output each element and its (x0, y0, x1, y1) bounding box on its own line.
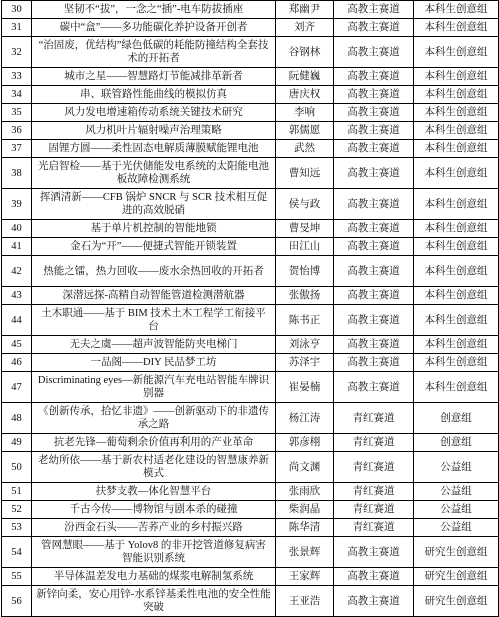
table-row (2, 1, 499, 19)
row-number-cell: 49 (2, 434, 32, 452)
track-cell: 高教主赛道 (334, 122, 414, 140)
leader-name-cell: 王家辉 (276, 568, 334, 586)
project-title-cell: 风力机叶片辐射噪声治理策略 (32, 122, 276, 140)
row-number-cell: 45 (2, 336, 32, 354)
track-cell: 青红赛道 (334, 452, 414, 483)
project-title-cell: 碳中“盒”——多功能碳化养护设备开创者 (32, 19, 276, 37)
table-row (2, 452, 499, 483)
track-cell: 高教主赛道 (334, 568, 414, 586)
project-title-cell: “治固废，优结构”绿色低碳的耗能防撞结构全套技术的开拓者 (32, 37, 276, 68)
leader-name-cell: 李响 (276, 104, 334, 122)
group-cell: 本科生创意组 (414, 140, 499, 158)
project-title-cell: 千古今传——博物馆与剧本杀的碰撞 (32, 501, 276, 519)
leader-name-cell: 谷钢林 (276, 37, 334, 68)
group-cell: 创意组 (414, 403, 499, 434)
group-cell: 本科生创意组 (414, 1, 499, 19)
leader-name-cell: 张雨欣 (276, 483, 334, 501)
leader-name-cell: 王亚浩 (276, 586, 334, 617)
track-cell: 青红赛道 (334, 434, 414, 452)
project-title-cell: 热能之镭，热力回收——废水余热回收的开拓者 (32, 256, 276, 287)
group-cell: 本科生创意组 (414, 86, 499, 104)
row-number-cell: 43 (2, 287, 32, 305)
table-row (2, 519, 499, 537)
project-title-cell: Discriminating eyes—新能源汽车充电站智能车牌识别器 (32, 372, 276, 403)
track-cell: 高教主赛道 (334, 354, 414, 372)
track-cell: 高教主赛道 (334, 140, 414, 158)
track-cell: 高教主赛道 (334, 238, 414, 256)
row-number-cell: 47 (2, 372, 32, 403)
group-cell: 本科生创意组 (414, 238, 499, 256)
table-row (2, 483, 499, 501)
table-row (2, 140, 499, 158)
group-cell: 公益组 (414, 501, 499, 519)
row-number-cell: 36 (2, 122, 32, 140)
table-row (2, 586, 499, 617)
track-cell: 高教主赛道 (334, 189, 414, 220)
row-number-cell: 32 (2, 37, 32, 68)
row-number-cell: 55 (2, 568, 32, 586)
group-cell: 研究生创意组 (414, 537, 499, 568)
table-row (2, 568, 499, 586)
table-row (2, 256, 499, 287)
group-cell: 本科生创意组 (414, 305, 499, 336)
leader-name-cell: 郭彦栩 (276, 434, 334, 452)
table-row (2, 305, 499, 336)
group-cell: 研究生创意组 (414, 568, 499, 586)
project-title-cell: 老幼所依——基于新农村适老化建设的智慧康养新模式 (32, 452, 276, 483)
group-cell: 本科生创意组 (414, 372, 499, 403)
table-row (2, 158, 499, 189)
project-title-cell: 深潜远探-高精自动智能管道检测潜航器 (32, 287, 276, 305)
project-title-cell: 无夫之虞——超声波智能防夹电梯门 (32, 336, 276, 354)
table-row (2, 104, 499, 122)
table-row (2, 37, 499, 68)
group-cell: 本科生创意组 (414, 158, 499, 189)
project-title-cell: 汾西金石头——苦荞产业的乡村振兴路 (32, 519, 276, 537)
project-title-cell: 扶梦支教—体化智慧平台 (32, 483, 276, 501)
leader-name-cell: 阮健巍 (276, 68, 334, 86)
track-cell: 高教主赛道 (334, 537, 414, 568)
table-row (2, 537, 499, 568)
track-cell: 高教主赛道 (334, 68, 414, 86)
project-title-cell: 基于单片机控制的智能地锁 (32, 220, 276, 238)
table-body (2, 1, 499, 617)
row-number-cell: 40 (2, 220, 32, 238)
leader-name-cell: 张傲扬 (276, 287, 334, 305)
leader-name-cell: 苏泽宇 (276, 354, 334, 372)
table-row (2, 189, 499, 220)
leader-name-cell: 刘齐 (276, 19, 334, 37)
table-row (2, 68, 499, 86)
leader-name-cell: 田江山 (276, 238, 334, 256)
group-cell: 本科生创意组 (414, 19, 499, 37)
leader-name-cell: 唐庆权 (276, 86, 334, 104)
row-number-cell: 41 (2, 238, 32, 256)
project-title-cell: 城市之星——智慧路灯节能减排革新者 (32, 68, 276, 86)
project-title-cell: 金石为“开”——便捷式智能开锁装置 (32, 238, 276, 256)
leader-name-cell: 柴润晶 (276, 501, 334, 519)
leader-name-cell: 崔晏楠 (276, 372, 334, 403)
table-row (2, 86, 499, 104)
project-title-cell: 光启智检——基于光伏储能发电系统的太阳能电池板故障检测系统 (32, 158, 276, 189)
table-row (2, 336, 499, 354)
track-cell: 高教主赛道 (334, 305, 414, 336)
table-row (2, 434, 499, 452)
row-number-cell: 44 (2, 305, 32, 336)
row-number-cell: 50 (2, 452, 32, 483)
leader-name-cell: 曹知远 (276, 158, 334, 189)
leader-name-cell: 郑幽尹 (276, 1, 334, 19)
track-cell: 青红赛道 (334, 403, 414, 434)
row-number-cell: 31 (2, 19, 32, 37)
project-title-cell: 坚韧不“拔”，一念之“插”-电车防拔插座 (32, 1, 276, 19)
row-number-cell: 51 (2, 483, 32, 501)
project-title-cell: 新锌向柔，安心用锌-水系锌基柔性电池的安全性能突破 (32, 586, 276, 617)
track-cell: 高教主赛道 (334, 86, 414, 104)
project-title-cell: 抗老先锋—葡萄剩余价值再利用的产业革命 (32, 434, 276, 452)
leader-name-cell: 杨江涛 (276, 403, 334, 434)
table-row (2, 403, 499, 434)
leader-name-cell: 武然 (276, 140, 334, 158)
group-cell: 创意组 (414, 434, 499, 452)
leader-name-cell: 侯与政 (276, 189, 334, 220)
track-cell: 高教主赛道 (334, 256, 414, 287)
group-cell: 本科生创意组 (414, 68, 499, 86)
project-title-cell: 挥洒清新——CFB 锅炉 SNCR 与 SCR 技术相互促进的高效脱硝 (32, 189, 276, 220)
leader-name-cell: 刘泳亨 (276, 336, 334, 354)
leader-name-cell: 陈华清 (276, 519, 334, 537)
project-title-cell: 串、联管路性能曲线的模拟仿真 (32, 86, 276, 104)
leader-name-cell: 尚文渊 (276, 452, 334, 483)
row-number-cell: 42 (2, 256, 32, 287)
track-cell: 青红赛道 (334, 483, 414, 501)
project-title-cell: 一品阁——DIY 民品梦工坊 (32, 354, 276, 372)
group-cell: 公益组 (414, 483, 499, 501)
row-number-cell: 56 (2, 586, 32, 617)
leader-name-cell: 张景辉 (276, 537, 334, 568)
group-cell: 本科生创意组 (414, 37, 499, 68)
track-cell: 高教主赛道 (334, 336, 414, 354)
table-row (2, 501, 499, 519)
group-cell: 本科生创意组 (414, 220, 499, 238)
project-title-cell: 固锂方圆——柔性固态电解质薄膜赋能锂电池 (32, 140, 276, 158)
row-number-cell: 52 (2, 501, 32, 519)
project-title-cell: 土木职通——基于 BIM 技术土木工程学工衔接平台 (32, 305, 276, 336)
track-cell: 高教主赛道 (334, 287, 414, 305)
group-cell: 本科生创意组 (414, 189, 499, 220)
track-cell: 青红赛道 (334, 519, 414, 537)
track-cell: 高教主赛道 (334, 104, 414, 122)
project-title-cell: 风力发电增速箱传动系统关键技术研究 (32, 104, 276, 122)
table-row (2, 220, 499, 238)
group-cell: 本科生创意组 (414, 287, 499, 305)
track-cell: 青红赛道 (334, 501, 414, 519)
table-row (2, 287, 499, 305)
project-title-cell: 《创新传承，拾忆非遗》——创新驱动下的非遗传承之路 (32, 403, 276, 434)
row-number-cell: 54 (2, 537, 32, 568)
leader-name-cell: 曹旻坤 (276, 220, 334, 238)
group-cell: 本科生创意组 (414, 354, 499, 372)
group-cell: 公益组 (414, 519, 499, 537)
group-cell: 研究生创意组 (414, 586, 499, 617)
table-row (2, 372, 499, 403)
row-number-cell: 39 (2, 189, 32, 220)
leader-name-cell: 陈书正 (276, 305, 334, 336)
table-row (2, 238, 499, 256)
track-cell: 高教主赛道 (334, 220, 414, 238)
row-number-cell: 34 (2, 86, 32, 104)
row-number-cell: 37 (2, 140, 32, 158)
row-number-cell: 30 (2, 1, 32, 19)
group-cell: 本科生创意组 (414, 256, 499, 287)
track-cell: 高教主赛道 (334, 586, 414, 617)
table-row (2, 122, 499, 140)
track-cell: 高教主赛道 (334, 37, 414, 68)
group-cell: 本科生创意组 (414, 336, 499, 354)
leader-name-cell: 郭儒愿 (276, 122, 334, 140)
track-cell: 高教主赛道 (334, 158, 414, 189)
project-title-cell: 管网慧眼——基于 Yolov8 的非开挖管道修复病害智能识别系统 (32, 537, 276, 568)
group-cell: 本科生创意组 (414, 104, 499, 122)
row-number-cell: 33 (2, 68, 32, 86)
leader-name-cell: 贺怡博 (276, 256, 334, 287)
table-row (2, 19, 499, 37)
award-list-table (1, 0, 499, 617)
track-cell: 高教主赛道 (334, 19, 414, 37)
group-cell: 公益组 (414, 452, 499, 483)
row-number-cell: 53 (2, 519, 32, 537)
row-number-cell: 48 (2, 403, 32, 434)
track-cell: 高教主赛道 (334, 1, 414, 19)
project-title-cell: 半导体温差发电力基础的煤浆电解制氢系统 (32, 568, 276, 586)
group-cell: 本科生创意组 (414, 122, 499, 140)
row-number-cell: 46 (2, 354, 32, 372)
row-number-cell: 38 (2, 158, 32, 189)
table-row (2, 354, 499, 372)
track-cell: 高教主赛道 (334, 372, 414, 403)
row-number-cell: 35 (2, 104, 32, 122)
